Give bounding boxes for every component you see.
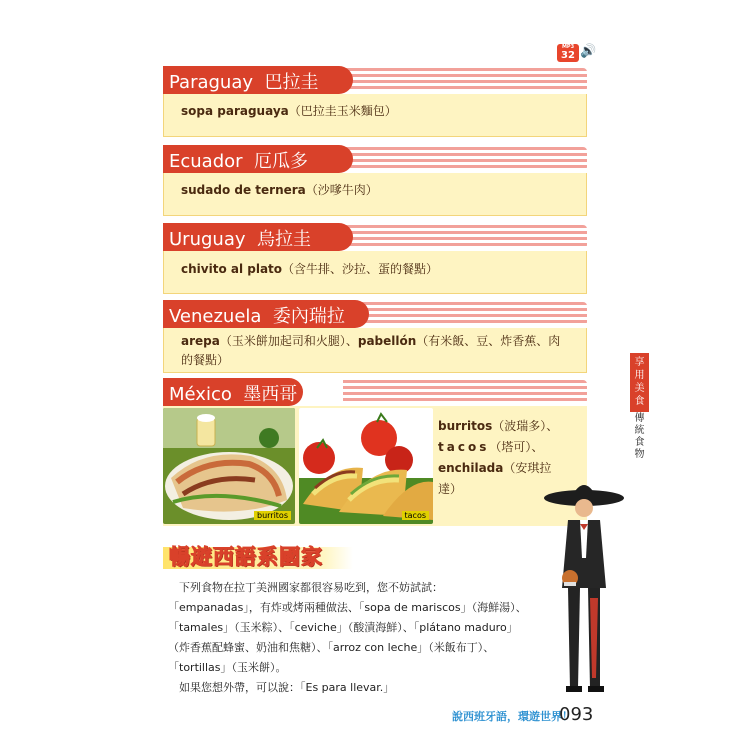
tip-line: 下列食物在拉丁美洲國家都很容易吃到，您不妨試試： — [168, 581, 443, 594]
section-body — [163, 406, 587, 526]
track-number: 32 — [561, 50, 575, 61]
tip-title — [163, 541, 338, 573]
photo-label: burritos — [254, 511, 291, 520]
section-header — [163, 378, 587, 406]
section-header — [163, 66, 587, 94]
header-stripe — [343, 302, 587, 326]
country-heading: México 墨西哥 — [169, 384, 298, 405]
tip-line: 如果您想外帶，可以說：「Es para llevar.」 — [168, 681, 395, 694]
tacos-photo — [299, 408, 433, 524]
header-stripe — [343, 68, 587, 92]
section-body — [163, 94, 587, 137]
tip-line: 「tamales」（玉米粽）、「ceviche」（酸漬海鮮）、「plátano maduro」 — [168, 621, 518, 634]
chapter-subtitle: 傳統食物 — [634, 413, 645, 460]
chapter-tab[interactable]: 享用美食 — [630, 353, 649, 412]
section-body — [163, 251, 587, 294]
dish-line: chivito al plato（含牛排、沙拉、蛋的餐點） — [181, 262, 439, 276]
dish-line: tacos（塔可）、 — [438, 440, 544, 454]
tip-title-text: 暢遊西語系國家 — [169, 545, 323, 569]
section-uruguay — [163, 223, 587, 294]
section-header — [163, 223, 587, 251]
section-body — [163, 328, 587, 373]
tip-line: （炸香蕉配蜂蜜、奶油和焦糖）、「arroz con leche」（米飯布丁）、 — [168, 641, 495, 654]
section-ecuador — [163, 145, 587, 216]
country-heading: Paraguay 巴拉圭 — [169, 72, 319, 93]
footer-slogan: 說西班牙語，環遊世界！ — [452, 710, 573, 723]
section-header — [163, 300, 587, 328]
section-paraguay — [163, 66, 587, 137]
dish-line: burritos（波瑞多）、 — [438, 419, 559, 433]
sound-icon: 🔊 — [580, 44, 597, 59]
dish-line: enchilada（安琪拉 — [438, 461, 552, 475]
track-badge — [557, 44, 579, 62]
section-venezuela — [163, 300, 587, 373]
photo-label: tacos — [402, 511, 430, 520]
country-heading: Venezuela 委內瑞拉 — [169, 306, 345, 327]
dish-line-continued: 的餐點） — [181, 353, 230, 367]
header-stripe — [343, 225, 587, 249]
page-number: 093 — [559, 704, 594, 725]
header-stripe — [343, 380, 587, 404]
section-header — [163, 145, 587, 173]
dish-line: 達） — [438, 482, 463, 496]
dish-line: sudado de ternera（沙嗲牛肉） — [181, 183, 378, 197]
header-stripe — [343, 147, 587, 171]
burritos-photo — [163, 408, 295, 524]
tip-line: 「empanadas」，有炸或烤兩種做法、「sopa de mariscos」（海鮮湯）、 — [168, 601, 527, 614]
country-heading: Ecuador 厄瓜多 — [169, 151, 308, 172]
tip-paragraph — [168, 578, 558, 698]
dish-line: sopa paraguaya（巴拉圭玉米麵包） — [181, 104, 397, 118]
section-mexico — [163, 378, 587, 526]
country-heading: Uruguay 烏拉圭 — [169, 229, 311, 250]
section-body — [163, 173, 587, 216]
dish-line: arepa（玉米餅加起司和火腿）、pabellón（有米飯、豆、炸香蕉、肉 — [181, 334, 561, 348]
tip-line: 「tortillas」（玉米餅）。 — [168, 661, 287, 674]
track-label: MP3 — [561, 44, 575, 50]
